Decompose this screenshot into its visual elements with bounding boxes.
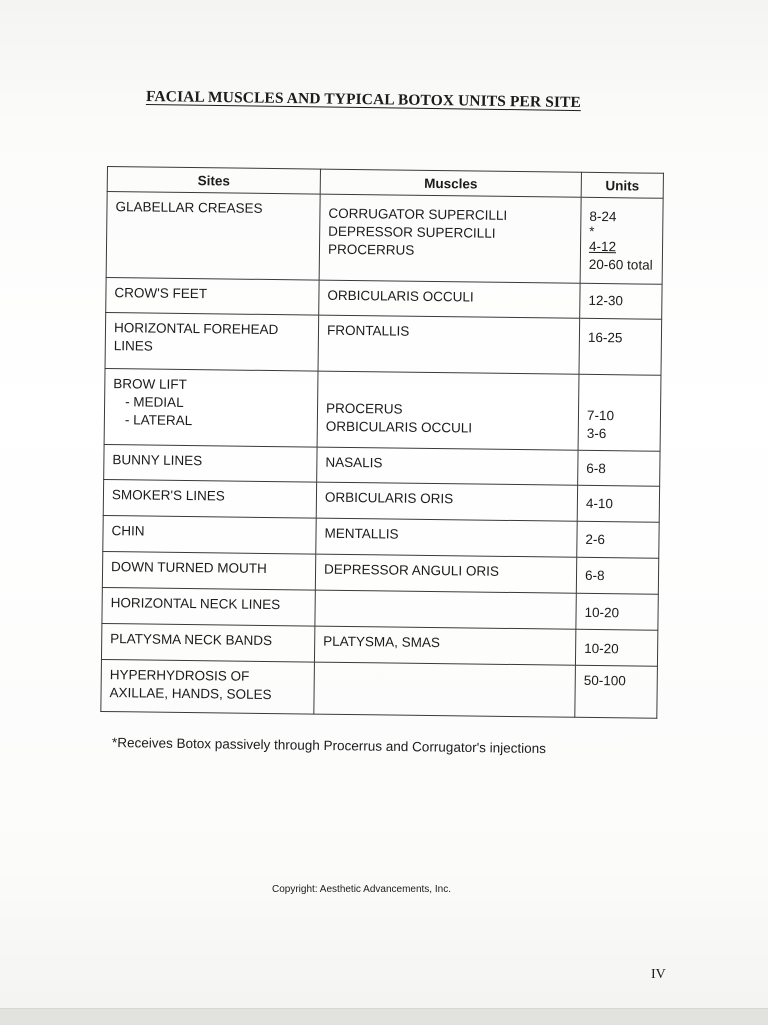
table-row: [105, 312, 662, 375]
muscle-cell: [314, 662, 576, 717]
site-cell: [104, 368, 318, 447]
units-text: 12-30: [588, 292, 624, 309]
site-cell: [102, 587, 315, 626]
muscle-cell: [317, 371, 579, 450]
footnote-marker: *: [589, 223, 595, 239]
units-cell: [580, 197, 663, 284]
muscle-cell: [319, 280, 580, 318]
table-row: [101, 659, 658, 718]
units-text: 4-12: [588, 238, 617, 255]
site-text: CHIN: [111, 523, 145, 539]
page-number: IV: [651, 967, 666, 982]
site-cell: [102, 551, 315, 590]
units-cell: [575, 629, 657, 666]
site-cell: [103, 515, 316, 554]
units-text: 2-6: [585, 531, 606, 548]
units-cell: [578, 450, 660, 486]
units-cell: [579, 318, 662, 375]
units-cell: [577, 521, 659, 558]
muscle-text: ORBICULARIS OCCULI: [327, 287, 474, 305]
document-title: FACIAL MUSCLES AND TYPICAL BOTOX UNITS PER SITE: [145, 88, 582, 112]
site-cell: [106, 192, 320, 281]
muscle-text: ORBICULARIS ORIS: [324, 489, 454, 507]
muscle-text: PLATYSMA, SMAS: [323, 633, 441, 651]
muscle-cell: [317, 447, 578, 485]
units-text: 3-6: [586, 425, 607, 442]
muscle-text: FRONTALLIS: [326, 322, 410, 339]
botox-units-table-container: [100, 166, 664, 719]
muscle-cell: [315, 590, 576, 629]
muscle-text: CORRUGATOR SUPERCILLI: [328, 205, 508, 223]
site-text: HYPERHYDROSIS OF: [109, 667, 250, 684]
site-cell: [105, 312, 319, 371]
site-cell: [106, 277, 319, 315]
units-text: 7-10: [586, 407, 615, 424]
muscle-text: DEPRESSOR ANGULI ORIS: [323, 561, 499, 579]
muscle-cell: [314, 626, 575, 665]
header-units: Units: [581, 172, 663, 198]
units-cell: [576, 557, 658, 594]
muscle-text: NASALIS: [325, 454, 383, 471]
units-cell: [575, 665, 658, 718]
botox-units-table: [100, 166, 664, 719]
units-text: 10-20: [584, 640, 619, 657]
muscle-text: ORBICULARIS OCCULI: [325, 418, 473, 436]
muscle-cell: [316, 518, 577, 557]
table-row: [106, 192, 663, 285]
footnote: *Receives Botox passively through Procerrus and Corrugator's injections: [111, 735, 547, 757]
site-text: BROW LIFT: [113, 376, 187, 392]
site-text: AXILLAE, HANDS, SOLES: [109, 685, 272, 703]
units-text: 16-25: [587, 329, 623, 346]
site-cell: [104, 444, 317, 482]
site-cell: [101, 623, 314, 662]
units-total-text: 20-60 total: [588, 256, 653, 273]
units-cell: [578, 374, 661, 451]
muscle-cell: [316, 482, 577, 521]
site-text: HORIZONTAL NECK LINES: [110, 595, 281, 613]
units-text: 6-8: [584, 567, 605, 584]
site-subitem-lateral: - LATERAL: [124, 412, 193, 429]
muscle-text: [324, 597, 568, 600]
muscle-text: [323, 669, 567, 672]
muscle-cell: [318, 315, 580, 374]
muscle-text: DEPRESSOR SUPERCILLI: [328, 223, 496, 241]
units-cell: [580, 283, 662, 319]
muscle-cell: [315, 554, 576, 593]
units-text: 10-20: [584, 604, 620, 621]
site-text: BUNNY LINES: [112, 452, 203, 469]
header-muscles: Muscles: [320, 169, 581, 197]
header-sites: Sites: [107, 167, 320, 195]
muscle-cell: [319, 194, 581, 283]
site-text: PLATYSMA NECK BANDS: [110, 631, 273, 649]
site-text: GLABELLAR CREASES: [115, 199, 263, 216]
site-text: HORIZONTAL FOREHEAD: [113, 320, 279, 338]
units-text: 8-24: [589, 208, 617, 225]
site-text: LINES: [113, 338, 153, 354]
units-text: 6-8: [586, 460, 606, 477]
site-text: CROW'S FEET: [114, 285, 208, 302]
site-cell: [103, 479, 316, 518]
site-text: SMOKER'S LINES: [111, 487, 225, 504]
page-bottom-edge: [0, 1008, 768, 1025]
site-text: DOWN TURNED MOUTH: [111, 559, 267, 576]
copyright-notice: Copyright: Aesthetic Advancements, Inc.: [272, 884, 451, 895]
muscle-text: PROCERRUS: [327, 241, 415, 258]
units-cell: [576, 593, 658, 630]
units-cell: [577, 485, 659, 522]
table-row: [104, 368, 661, 451]
muscle-text: PROCERUS: [325, 400, 403, 417]
units-text: 4-10: [585, 495, 614, 512]
site-cell: [101, 659, 315, 714]
units-text: 50-100: [583, 672, 626, 689]
muscle-text: MENTALLIS: [324, 525, 399, 542]
site-subitem-medial: - MEDIAL: [125, 394, 184, 410]
